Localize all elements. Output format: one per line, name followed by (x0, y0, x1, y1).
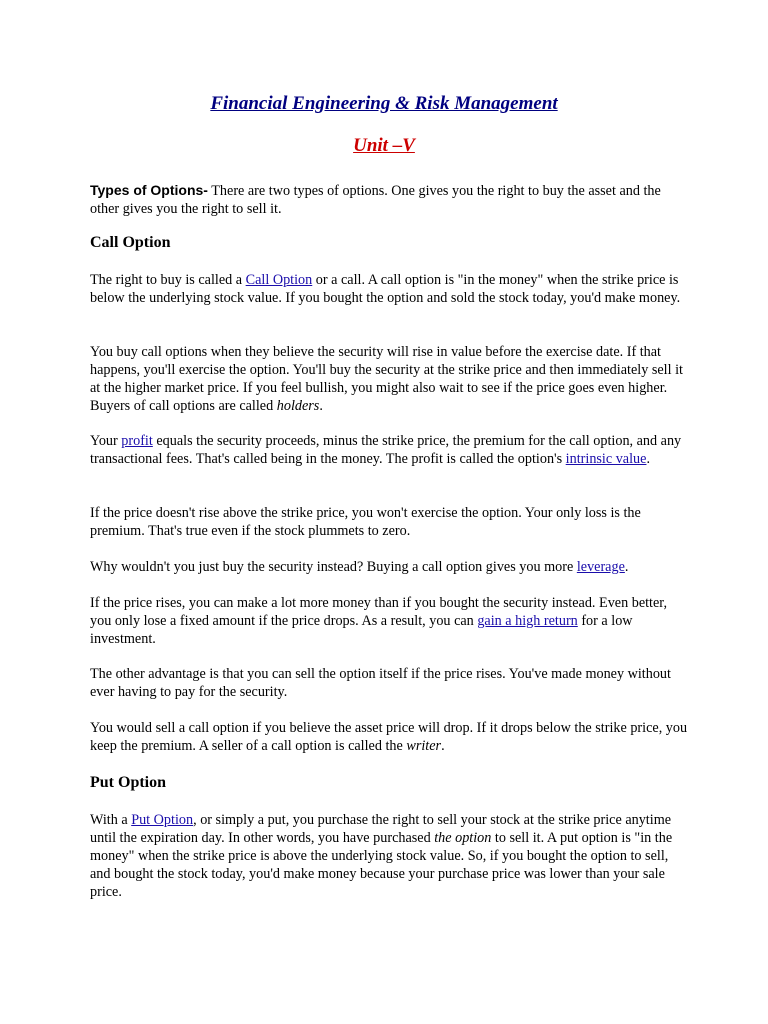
profit-link[interactable]: profit (121, 433, 153, 449)
call-paragraph-1 (90, 271, 690, 307)
call-paragraph-6 (90, 594, 690, 648)
holders-emphasis: holders (276, 398, 320, 414)
call-paragraph-2 (90, 343, 690, 415)
text-span: to sell it. A put option is "in the money" when the strike price is above the underlying stock value. So, if you bought the option to sell, and bought the stock today, you'd make money because your purchase price was lower than your sale price. (90, 830, 673, 900)
call-option-heading: Call Option (90, 234, 171, 251)
text-span: If the price rises, you can make a lot more money than if you bought the security instead. Even better, you only lose a fixed amount if the price drops. As a result, you can (90, 595, 667, 629)
text-span: or a call. A call option is "in the money" when the strike price is below the underlying stock value. If you bought the option and sold the stock today, you'd make money. (90, 272, 681, 306)
text-span: You buy call options when they believe the security will rise in value before the exercise date. If that happens, you'll exercise the option. You'll buy the security at the strike price and then immediately sell it at the higher market price. If you feel bullish, you might also wait to see if the price goes even higher. Buyers of call options are called (90, 344, 683, 414)
text-span: . (319, 398, 323, 414)
gain-high-return-link[interactable]: gain a high return (477, 613, 578, 629)
call-paragraph-4: If the price doesn't rise above the strike price, you won't exercise the option. Your only loss is the premium. That's true even if the stock plummets to zero. (90, 505, 641, 539)
text-span: . (646, 451, 650, 467)
document-title: Financial Engineering & Risk Management (210, 93, 558, 114)
call-paragraph-5 (90, 558, 690, 576)
writer-emphasis: writer (406, 738, 442, 754)
call-paragraph-7: The other advantage is that you can sell the option itself if the price rises. You've made money without ever having to pay for the security. (90, 666, 671, 700)
text-span: , or simply a put, you purchase the right to sell your stock at the strike price anytime until the expiration day. In other words, you have purchased (90, 812, 672, 846)
put-option-link[interactable]: Put Option (131, 812, 194, 828)
intro-text: There are two types of options. One gives you the right to buy the asset and the other gives you the right to sell it. (90, 183, 661, 217)
text-span: You would sell a call option if you believe the asset price will drop. If it drops below the strike price, you keep the premium. A seller of a call option is called the (90, 720, 688, 754)
text-span: for a low investment. (90, 613, 633, 647)
call-paragraph-8 (90, 719, 690, 755)
text-span: . (441, 738, 445, 754)
leverage-link[interactable]: leverage (576, 559, 625, 575)
intro-lead: Types of Options- (90, 182, 208, 198)
put-option-heading: Put Option (90, 774, 167, 791)
the-option-emphasis: the option (434, 830, 492, 846)
text-span: . (624, 559, 629, 575)
unit-heading: Unit –V (353, 135, 415, 156)
call-option-link[interactable]: Call Option (245, 272, 313, 288)
intro-paragraph (90, 181, 690, 218)
text-span: equals the security proceeds, minus the strike price, the premium for the call option, and any transactional fees. That's called being in the money. The profit is called the option's (90, 433, 682, 467)
put-paragraph-1 (90, 811, 690, 901)
text-span: Why wouldn't you just buy the security instead? Buying a call option gives you more (90, 559, 577, 575)
intrinsic-value-link[interactable]: intrinsic value (565, 451, 647, 467)
text-span: With a (90, 812, 132, 828)
text-span: Your (90, 433, 122, 449)
text-span: The right to buy is called a (90, 272, 246, 288)
call-paragraph-3 (90, 432, 690, 468)
